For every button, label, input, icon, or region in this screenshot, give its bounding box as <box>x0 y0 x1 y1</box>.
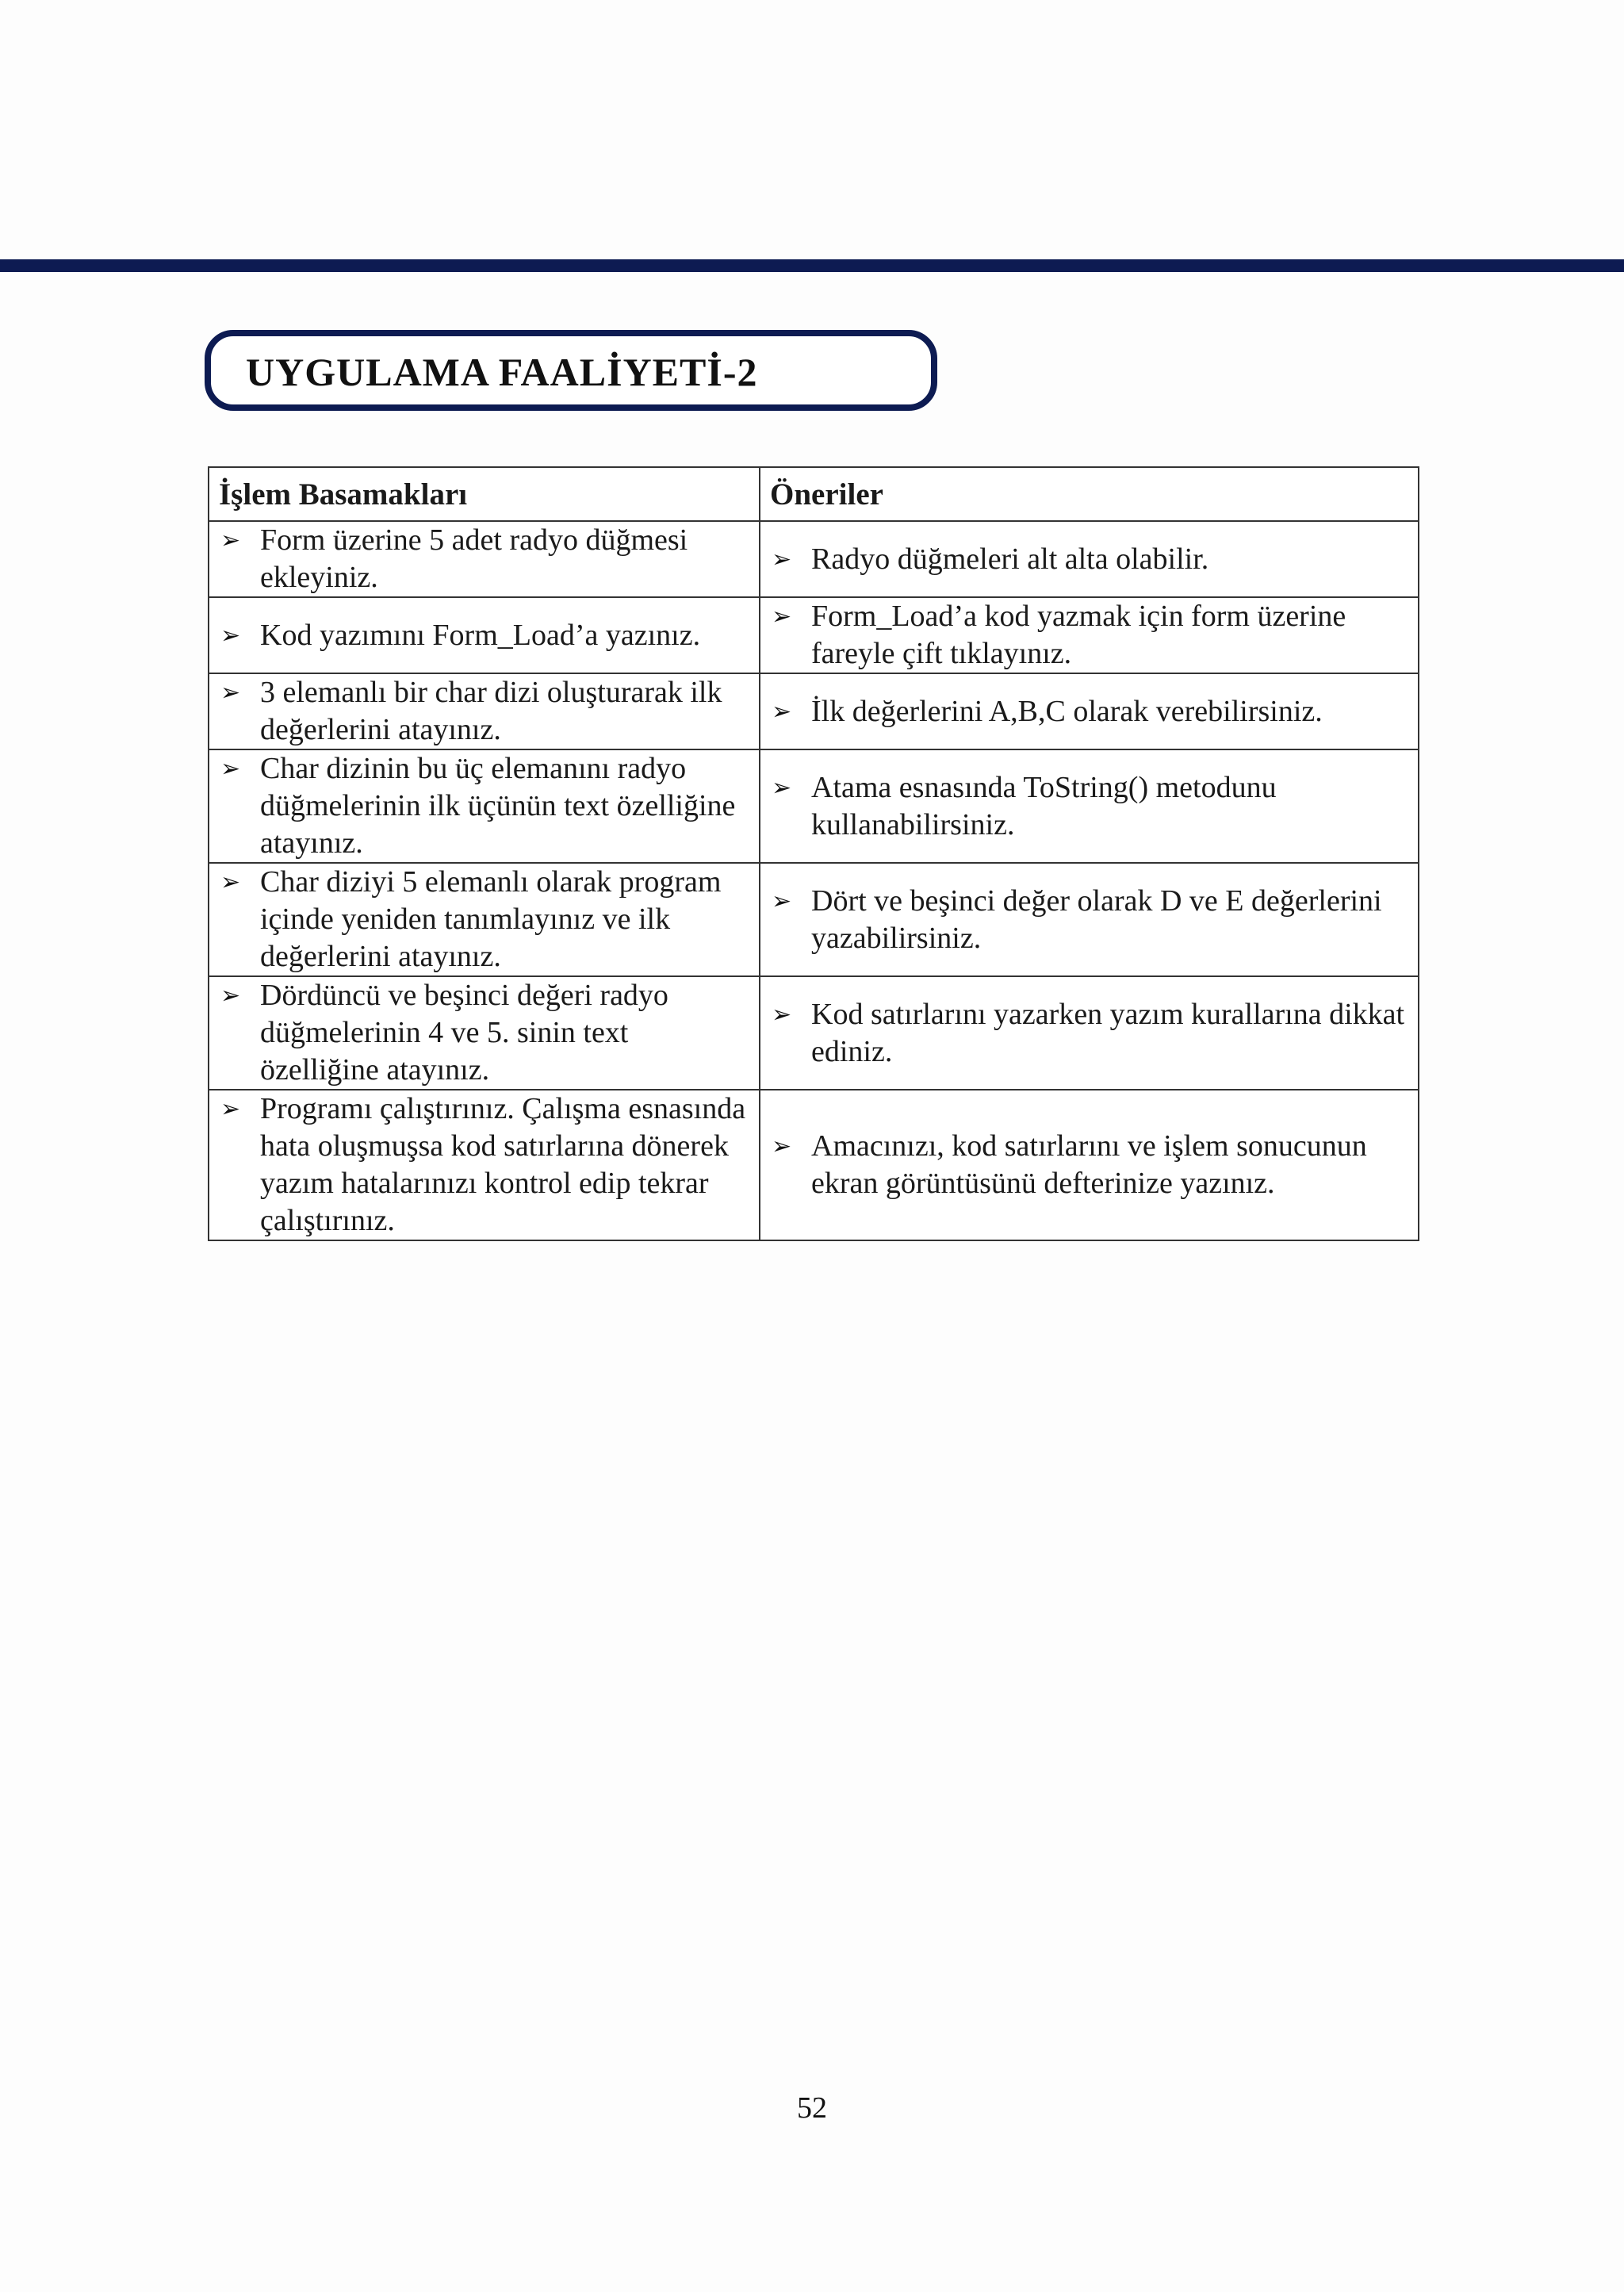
arrow-bullet-icon: ➢ <box>772 773 792 802</box>
arrow-bullet-icon: ➢ <box>772 887 792 915</box>
table-row <box>209 521 1419 597</box>
step-text: Char diziyi 5 elemanlı olarak program içinde yeniden tanımlayınız ve ilk değerlerini atayınız. <box>260 865 722 973</box>
tip-cell <box>760 976 1419 1090</box>
steps-table <box>208 466 1419 1241</box>
arrow-bullet-icon: ➢ <box>220 868 241 896</box>
step-text: Kod yazımını Form_Load’a yazınız. <box>260 618 701 652</box>
arrow-bullet-icon: ➢ <box>772 697 792 726</box>
header-steps: İşlem Basamakları <box>209 467 760 521</box>
table-header-row <box>209 467 1419 521</box>
arrow-bullet-icon: ➢ <box>220 679 241 707</box>
table-row <box>209 749 1419 863</box>
tip-cell <box>760 673 1419 749</box>
step-cell <box>209 863 760 976</box>
arrow-bullet-icon: ➢ <box>220 1095 241 1123</box>
arrow-bullet-icon: ➢ <box>772 1133 792 1160</box>
step-text: Char dizinin bu üç elemanını radyo düğmelerinin ilk üçünün text özelliğine atayınız. <box>260 752 736 860</box>
step-cell <box>209 976 760 1090</box>
activity-title-box <box>205 330 937 411</box>
step-cell <box>209 1090 760 1240</box>
tip-text: Kod satırlarını yazarken yazım kurallarına dikkat ediniz. <box>811 997 1405 1068</box>
tip-text: Radyo düğmeleri alt alta olabilir. <box>811 542 1209 576</box>
tip-cell <box>760 749 1419 863</box>
tip-cell <box>760 597 1419 673</box>
activity-title: UYGULAMA FAALİYETİ-2 <box>246 350 758 394</box>
tip-text: Form_Load’a kod yazmak için form üzerine fareyle çift tıklayınız. <box>811 600 1346 670</box>
header-rule <box>0 259 1624 272</box>
tip-cell <box>760 1090 1419 1240</box>
header-tips: Öneriler <box>760 467 1419 521</box>
step-text: Programı çalıştırınız. Çalışma esnasında hata oluşmuşsa kod satırlarına dönerek yazım hatalarınızı kontrol edip tekrar çalıştırınız. <box>260 1092 746 1237</box>
step-cell <box>209 749 760 863</box>
arrow-bullet-icon: ➢ <box>772 603 792 630</box>
tip-text: İlk değerlerini A,B,C olarak verebilirsiniz. <box>811 694 1323 728</box>
step-cell <box>209 597 760 673</box>
table-row <box>209 597 1419 673</box>
tip-cell <box>760 521 1419 597</box>
arrow-bullet-icon: ➢ <box>220 527 241 554</box>
step-cell <box>209 673 760 749</box>
tip-text: Atama esnasında ToString() metodunu kullanabilirsiniz. <box>811 770 1277 841</box>
tip-cell <box>760 863 1419 976</box>
arrow-bullet-icon: ➢ <box>220 755 241 783</box>
arrow-bullet-icon: ➢ <box>772 1000 792 1029</box>
table-row <box>209 1090 1419 1240</box>
step-cell <box>209 521 760 597</box>
page-number: 52 <box>797 2091 827 2125</box>
arrow-bullet-icon: ➢ <box>220 621 241 650</box>
tip-text: Dört ve beşinci değer olarak D ve E değerlerini yazabilirsiniz. <box>811 883 1382 955</box>
arrow-bullet-icon: ➢ <box>772 545 792 573</box>
tip-text: Amacınızı, kod satırlarını ve işlem sonucunun ekran görüntüsünü defterinize yazınız. <box>811 1129 1367 1200</box>
step-text: 3 elemanlı bir char dizi oluşturarak ilk değerlerini atayınız. <box>260 676 722 746</box>
table-row <box>209 976 1419 1090</box>
table-row <box>209 673 1419 749</box>
arrow-bullet-icon: ➢ <box>220 982 241 1010</box>
table-row <box>209 863 1419 976</box>
step-text: Dördüncü ve beşinci değeri radyo düğmelerinin 4 ve 5. sinin text özelliğine atayınız. <box>260 979 668 1087</box>
step-text: Form üzerine 5 adet radyo düğmesi ekleyiniz. <box>260 523 688 594</box>
